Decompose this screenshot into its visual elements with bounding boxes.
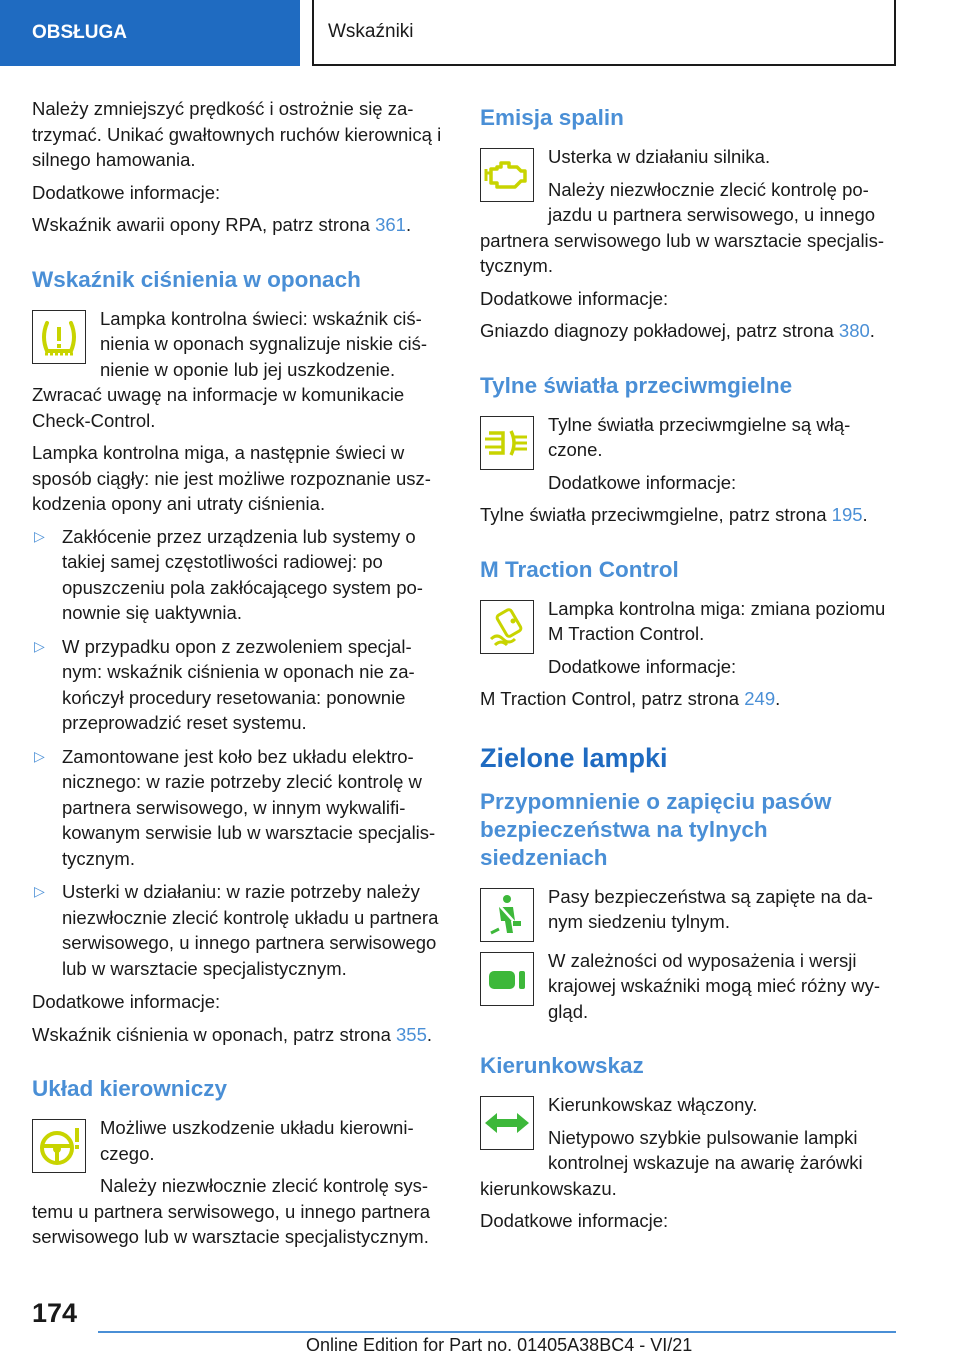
header-title-text: Wskaźniki <box>328 21 414 42</box>
triangle-bullet-icon: ▷ <box>34 883 45 899</box>
seatbelt-block <box>480 884 896 935</box>
rear-fog-heading: Tylne światła przeciwmgielne <box>480 372 793 398</box>
tire-p2: Lampka kontrolna miga, a następnie świeci w sposób ciągły: nie jest możliwe rozpoznanie usz-kodzenia opony ani utraty ciśnienia. <box>32 442 431 514</box>
steering-block <box>32 1115 448 1250</box>
emission-text-2: Należy niezwłocznie zlecić kontrolę po-jazdu u partnera serwisowego, u innego partnera serwisowego lub w warsztacie specjalis-tycznym. <box>480 178 885 276</box>
tire-pressure-block <box>32 306 448 383</box>
rear-fog-block <box>480 412 896 496</box>
list-item <box>32 879 448 981</box>
steering-warning-icon <box>32 1119 86 1173</box>
turn-signal-arrows-icon <box>480 1096 534 1150</box>
reference-end: . <box>869 320 875 341</box>
section-label: OBSŁUGA <box>32 22 127 43</box>
seatbelt-icon <box>480 888 534 942</box>
tire-more-info: Dodatkowe informacje: <box>32 991 221 1012</box>
rear-fog-reference <box>480 502 896 528</box>
right-column <box>480 96 896 1241</box>
footer-divider <box>98 1331 896 1333</box>
traction-text-1: Lampka kontrolna miga: zmiana poziomu M Traction Control. <box>548 597 886 644</box>
triangle-bullet-icon: ▷ <box>34 527 45 544</box>
reference-text: Gniazdo diagnozy pokładowej, patrz strona <box>480 320 839 341</box>
traction-control-icon <box>480 600 534 654</box>
steering-heading: Układ kierowniczy <box>32 1076 228 1101</box>
reference-text: Tylne światła przeciwmgielne, patrz strona <box>480 504 832 525</box>
intro-more-info: Dodatkowe informacje: <box>32 181 221 203</box>
reference-end: . <box>775 688 781 709</box>
intro-paragraph: Należy zmniejszyć prędkość i ostrożnie się za-trzymać. Unikać gwałtownych ruchów kierownicą i silnego hamowania. <box>32 98 442 170</box>
turn-signal-heading: Kierunkowskaz <box>480 1053 644 1078</box>
page-link-380[interactable]: 380 <box>838 320 870 341</box>
seatbelt-reminder-heading: Przypomnienie o zapięciu pasów bezpieczeństwa na tylnych siedzeniach <box>480 788 832 870</box>
reference-end: . <box>405 214 412 235</box>
triangle-bullet-icon: ▷ <box>34 637 45 654</box>
seatbelt-text-2: W zależności od wyposażenia i wersji krajowej wskaźniki mogą mieć różny wy-gląd. <box>548 949 881 1022</box>
traction-control-block <box>480 596 896 680</box>
list-item <box>32 744 448 872</box>
rear-fog-light-icon <box>480 416 534 470</box>
page-number: 174 <box>32 1298 78 1328</box>
reference-end: . <box>426 1023 433 1045</box>
traction-more-info: Dodatkowe informacje: <box>548 655 737 677</box>
triangle-bullet-icon: ▷ <box>34 747 45 764</box>
emission-heading: Emisja spalin <box>480 105 624 130</box>
turn-more-info: Dodatkowe informacje: <box>480 1210 669 1231</box>
traction-reference <box>480 686 896 712</box>
page-link-355[interactable]: 355 <box>396 1023 427 1045</box>
tire-reference <box>32 1022 448 1048</box>
steering-text-2: Należy niezwłocznie zlecić kontrolę sys-temu u partnera serwisowego, u innego partnera serwisowego lub w warsztacie specjalistycznym. <box>32 1175 430 1247</box>
rear-fog-text-1: Tylne światła przeciwmgielne są włą-czone. <box>548 413 851 460</box>
turn-text-1: Kierunkowskaz włączony. <box>548 1094 758 1115</box>
list-item-text: Zakłócenie przez urządzenia lub systemy o takiej samej częstotliwości radiowej: po opuszczeniu pola zakłócającego system po-nownie się uaktywnia. <box>62 525 423 623</box>
seatbelt-text-1: Pasy bezpieczeństwa są zapięte na da-nym siedzeniu tylnym. <box>548 885 873 932</box>
reference-text: Wskaźnik awarii opony RPA, patrz strona <box>32 214 376 235</box>
green-lamps-heading: Zielone lampki <box>480 742 668 773</box>
emission-block <box>480 144 896 279</box>
emission-more-info: Dodatkowe informacje: <box>480 287 669 309</box>
seatbelt-alt-block <box>480 948 896 1025</box>
intro-reference <box>32 212 448 238</box>
tire-pressure-icon-text: Lampka kontrolna świeci: wskaźnik ciś-nienia w oponach sygnalizuje niskie ciś-nienie w oponie lub jej uszkodzenie. <box>100 307 428 380</box>
turn-text-2: Nietypowo szybkie pulsowanie lampki kontrolnej wskazuje na awarię żarówki kierunkowskazu. <box>480 1126 863 1199</box>
section-tab <box>0 0 300 66</box>
list-item-text: W przypadku opon z zezwoleniem specjal-nym: wskaźnik ciśnienia w oponach nie za-kończył procedury resetowania: ponownie przeprowadzić reset systemu. <box>62 635 415 733</box>
reference-text: Wskaźnik ciśnienia w oponach, patrz strona <box>32 1023 397 1045</box>
reference-text: M Traction Control, patrz strona <box>480 688 745 709</box>
tire-bullet-list <box>32 524 448 982</box>
emission-reference <box>480 318 896 344</box>
page-header-title <box>312 0 896 66</box>
page-link-249[interactable]: 249 <box>744 688 776 709</box>
page-link-195[interactable]: 195 <box>831 504 863 525</box>
tire-p1: Zwracać uwagę na informacje w komunikacie Check-Control. <box>32 384 405 431</box>
tire-pressure-heading: Wskaźnik ciśnienia w oponach <box>32 266 361 292</box>
turn-signal-block <box>480 1092 896 1201</box>
left-column <box>32 96 448 1257</box>
seatbelt-alt-icon <box>480 952 534 1006</box>
engine-warning-icon <box>480 148 534 202</box>
list-item <box>32 524 448 626</box>
footer-edition: Online Edition for Part no. 01405A38BC4 - VI/21 <box>306 1335 693 1355</box>
page-link-361[interactable]: 361 <box>375 214 406 235</box>
reference-end: . <box>862 504 868 525</box>
rear-fog-more-info: Dodatkowe informacje: <box>548 471 737 493</box>
list-item-text: Zamontowane jest koło bez układu elektro-nicznego: w razie potrzeby zlecić kontrolę w partnera serwisowego, w innym wykwalifi-kowanym serwisie lub w warsztacie specjalis-tycznym. <box>62 745 436 869</box>
emission-text-1: Usterka w działaniu silnika. <box>548 146 771 167</box>
steering-text-1: Możliwe uszkodzenie układu kierowni-czego. <box>100 1117 414 1164</box>
tire-pressure-warning-icon <box>32 310 86 364</box>
traction-control-heading: M Traction Control <box>480 556 679 582</box>
list-item <box>32 634 448 736</box>
list-item-text: Usterki w działaniu: w razie potrzeby należy niezwłocznie zlecić kontrolę układu u partnera serwisowego, u innego partnera serwisowego lub w warsztacie specjalistycznym. <box>62 881 439 979</box>
